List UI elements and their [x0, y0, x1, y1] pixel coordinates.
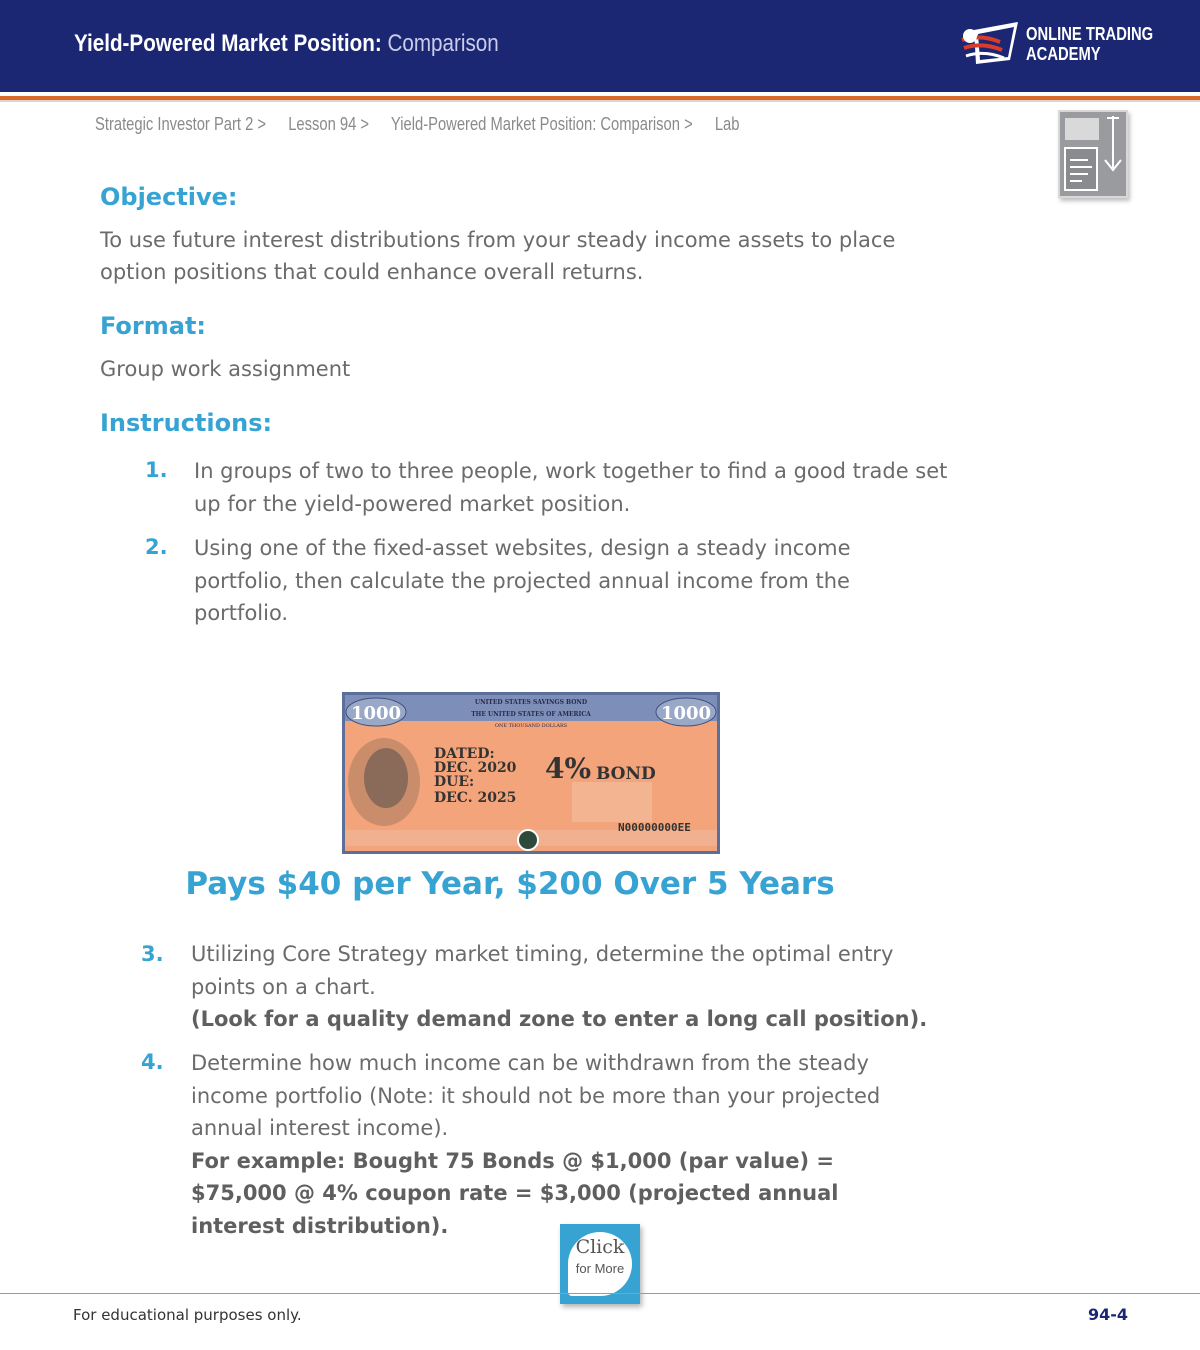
objective-text: To use future interest distributions from your steady income assets to place option positions that could enhance overall returns.	[100, 228, 896, 284]
bond-due-value: DEC. 2025	[434, 790, 517, 806]
bond-top-line-2: THE UNITED STATES OF AMERICA	[471, 711, 591, 718]
logo-line-1: ONLINE TRADING	[1026, 24, 1154, 44]
notes-button[interactable]	[1058, 110, 1128, 198]
bond-denomination-right: 1000	[660, 703, 712, 724]
footer-rule	[0, 1293, 1200, 1294]
bond-rate: 4%	[545, 752, 592, 785]
page-title-sub: Comparison	[387, 30, 499, 57]
page-header	[0, 0, 1200, 92]
breadcrumb	[95, 114, 758, 135]
format-text: Group work assignment	[100, 357, 351, 381]
bond-dated-label: DATED:	[434, 746, 495, 762]
list-item-note: For example: Bought 75 Bonds @ $1,000 (par value) = $75,000 @ 4% coupon rate = $3,000 (projected annual interest distribution).	[191, 1148, 839, 1238]
logo-line-2: ACADEMY	[1026, 44, 1101, 64]
footer-disclaimer: For educational purposes only.	[73, 1306, 302, 1324]
page-title	[74, 30, 499, 58]
click-label: Click	[575, 1236, 625, 1258]
logo-text	[1026, 24, 1153, 64]
bond-word: BOND	[596, 764, 656, 784]
logo-emblem-icon	[960, 20, 1022, 66]
list-item-text: Determine how much income can be withdrawn from the steady income portfolio (Note: it should not be more than your projected annual interest income).	[191, 1051, 881, 1140]
list-item-number: 3.	[141, 942, 164, 966]
breadcrumb-item: Lab	[714, 114, 740, 134]
list-item-text: Utilizing Core Strategy market timing, determine the optimal entry points on a chart.	[191, 942, 894, 999]
header-gray-rule	[0, 100, 1200, 102]
bond-due-label: DUE:	[434, 774, 475, 790]
list-item-number: 2.	[145, 535, 168, 559]
page-title-main: Yield-Powered Market Position:	[74, 30, 382, 57]
bond-top-line-3: ONE THOUSAND DOLLARS	[494, 723, 568, 729]
click-for-more-button[interactable]	[560, 1224, 640, 1304]
list-item-note: (Look for a quality demand zone to enter a long call position).	[191, 1007, 928, 1031]
bond-caption: Pays $40 per Year, $200 Over 5 Years	[185, 866, 835, 902]
breadcrumb-item[interactable]: Strategic Investor Part 2 >	[95, 114, 267, 134]
list-item	[191, 1047, 931, 1242]
bond-serial: N00000000EE	[618, 821, 691, 834]
format-heading: Format:	[100, 312, 207, 340]
instructions-heading: Instructions:	[100, 409, 273, 437]
bond-dated-value: DEC. 2020	[434, 760, 517, 776]
savings-bond-image	[342, 692, 720, 854]
page-number: 94-4	[1088, 1305, 1129, 1324]
list-item-text: In groups of two to three people, work together to find a good trade set up for the yield-powered market position.	[194, 459, 948, 516]
online-trading-academy-logo	[960, 20, 1154, 70]
for-more-label: for More	[575, 1261, 625, 1276]
bond-denomination-left: 1000	[350, 703, 402, 724]
list-item-number: 4.	[141, 1050, 164, 1074]
list-item-number: 1.	[145, 458, 168, 482]
breadcrumb-item[interactable]: Yield-Powered Market Position: Comparison >	[390, 114, 693, 134]
objective-heading: Objective:	[100, 183, 238, 211]
list-item-text: Using one of the fixed-asset websites, design a steady income portfolio, then calculate the projected annual income from the portfolio.	[194, 536, 851, 625]
list-item	[191, 938, 951, 1036]
bond-top-line-1: UNITED STATES SAVINGS BOND	[474, 699, 588, 706]
breadcrumb-item[interactable]: Lesson 94 >	[288, 114, 370, 134]
notes-icon	[1060, 112, 1126, 196]
